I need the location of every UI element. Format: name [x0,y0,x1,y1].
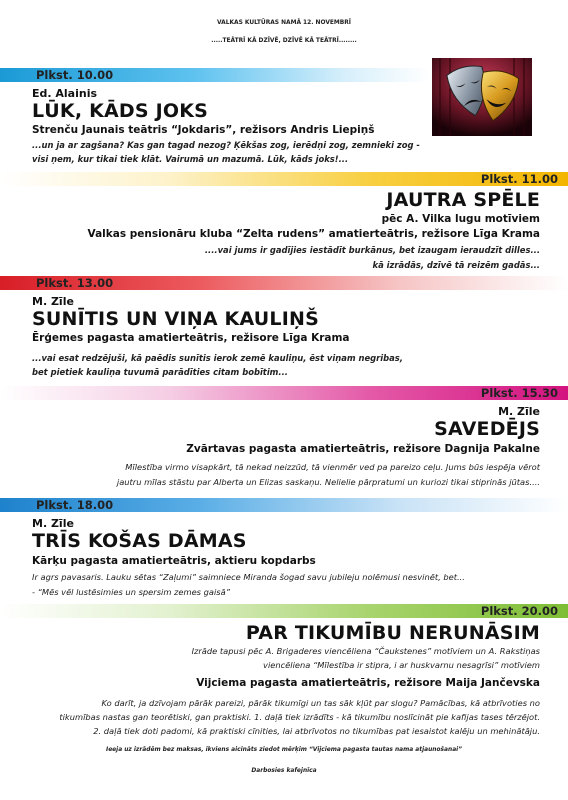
event-title: JAUTRA SPĒLE [386,189,540,211]
event-author: M. Zīle [498,405,540,418]
event-desc: - “Mēs vēl lustēsimies un spersim zemes gaisā” [32,587,231,597]
event-desc: tikumības nastas gan teorētiski, gan praktiski. 1. daļā tiek izrādīts - kā tikumību noslīcināt pie kafijas tases tērzējot. [59,712,540,722]
event-troupe: Kārķu pagasta amatierteātris, aktieru kopdarbs [32,555,316,567]
event-title: LŪK, KĀDS JOKS [32,100,209,122]
event-time: Plkst. 11.00 [480,172,558,186]
footer-entry: Ieeja uz izrādēm bez maksas, ikviens aicināts ziedot mērķim “Vijciema pagasta tautas nama atjaunošanai” [106,747,462,753]
event-author: pēc A. Vilka lugu motīviem [381,213,540,225]
event-troupe: Valkas pensionāru kluba “Zelta rudens” amatierteātris, režisore Līga Krama [87,228,540,240]
event-desc: 2. daļā tiek doti padomi, kā praktiski cīnities, lai atbrīvotos no tikumības pat iesaistot kalēju un mehinātāju. [93,726,540,736]
event-title: PAR TIKUMĪBU NERUNĀSIM [245,622,540,644]
event-troupe: Ērģemes pagasta amatierteātris, režisore Līga Krama [32,332,350,344]
event-desc: kā izrādās, dzīvē tā reizēm gadās... [372,260,540,270]
event-title: SAVEDĒJS [434,418,540,440]
event-author: M. Zīle [32,295,74,308]
header-line-2: .....TEĀTRĪ KĀ DZĪVĒ, DZĪVĒ KĀ TEĀTRĪ........ [211,38,357,44]
event-title: SUNĪTIS UN VIŅA KAULIŅŠ [32,308,319,330]
event-troupe: Zvārtavas pagasta amatierteātris, režisore Dagnija Pakalne [186,443,540,455]
event-time: Plkst. 15.30 [480,386,558,400]
header-line-1: VALKAS KULTŪRAS NAMĀ 12. NOVEMBRĪ [217,20,351,26]
event-author: Ed. Alainis [32,87,98,100]
time-band [0,498,568,512]
event-author: M. Zīle [32,517,74,530]
event-time: Plkst. 20.00 [480,604,558,618]
footer-cafe: Darbosies kafejnīca [251,768,317,774]
event-desc: Mīlestība virmo visapkārt, tā nekad neizzūd, tā vienmēr ved pa pareizo ceļu. Jums būs iespēja vērot [125,462,540,472]
event-troupe: Strenču Jaunais teātris “Jokdaris”, režisors Andris Liepiņš [32,124,375,136]
event-title: TRĪS KOŠAS DĀMAS [32,530,247,552]
event-note: Izrāde tapusi pēc A. Brigaderes viencēliena “Čaukstenes” motīviem un A. Rakstiņas [191,646,540,656]
theatre-masks-icon [432,58,532,136]
time-band [0,276,568,290]
event-desc: Ko darīt, ja dzīvojam pārāk pareizi, pārāk tikumīgi un tas sāk kļūt par slogu? Pamācības, kā atbrīvoties no [101,698,540,708]
time-band [0,68,430,82]
event-time: Plkst. 13.00 [36,276,114,290]
event-desc: ...vai esat redzējuši, kā paēdis sunītis ierok zemē kauliņu, ēst viņam negribas, [32,353,403,363]
event-desc: bet pietiek kauliņa tuvumā parādīties citam bobītim... [32,367,288,377]
event-desc: jautru mīlas stāstu par Alberta un Elizas saskaņu. Nelielie pārpratumi un kuriozi tikai stiprinās jūtas.... [116,477,540,487]
event-desc: Ir agrs pavasaris. Lauku sētas “Zaļumi” saimniece Miranda šogad savu jubileju nolēmusi nesvinēt, bet... [32,572,465,582]
event-time: Plkst. 18.00 [36,498,114,512]
event-desc: visi ņem, kur tikai tiek klāt. Vairumā un mazumā. Lūk, kāds joks!... [32,154,349,164]
event-troupe: Vijciema pagasta amatierteātris, režisore Maija Jančevska [196,677,540,689]
event-desc: ...un ja ar zagšana? Kas gan tagad nezog? Ķēkšas zog, ierēdņi zog, zemnieki zog - [32,140,420,150]
event-note: viencēliena “Mīlestība ir stipra, i ar huskvarnu nesagrīsi” motīviem [263,660,540,670]
time-band [0,172,568,186]
time-band [0,604,568,618]
event-desc: ....vai jums ir gadījies iestādīt burkānus, bet izaugam ieraudzīt dilles... [204,245,540,255]
event-time: Plkst. 10.00 [36,68,114,82]
time-band [0,386,568,400]
